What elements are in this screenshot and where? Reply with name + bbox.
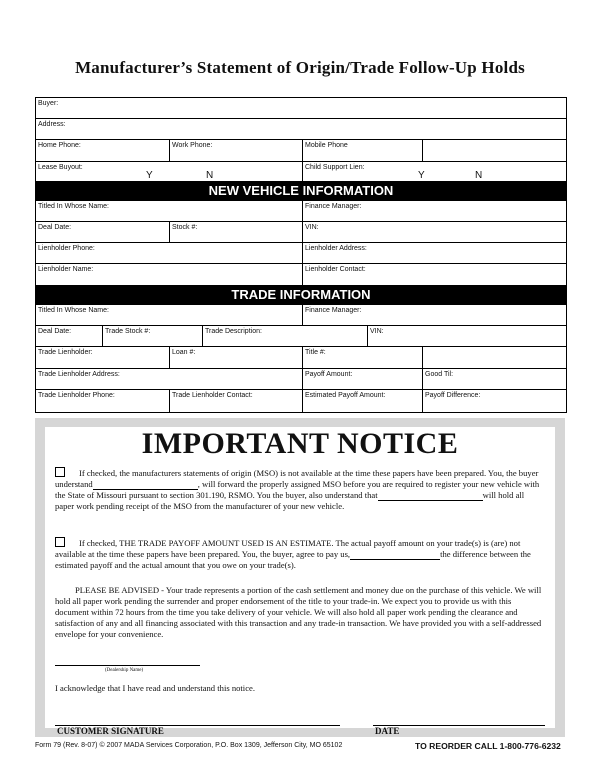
tr-loan-field[interactable]: Loan #: — [169, 347, 302, 368]
tr-lienholder-phone-field[interactable]: Trade Lienholder Phone: — [38, 392, 115, 399]
important-notice-panel — [35, 418, 565, 737]
tr-lienholder-row — [36, 347, 566, 369]
child-support-yes[interactable]: Y — [418, 170, 425, 181]
tr-good-til-field[interactable]: Good Til: — [422, 369, 566, 389]
nv-vin-field[interactable]: VIN: — [302, 222, 566, 242]
tr-finance-manager-field[interactable]: Finance Manager: — [302, 305, 566, 325]
tr-title-field[interactable]: Title #: — [302, 347, 422, 368]
tr-deal-date-field[interactable]: Deal Date: — [38, 328, 72, 335]
new-vehicle-header: NEW VEHICLE INFORMATION — [36, 182, 566, 201]
address-field[interactable]: Address: — [38, 121, 66, 128]
home-phone-field[interactable]: Home Phone: — [38, 142, 81, 149]
child-support-field[interactable] — [302, 162, 566, 181]
nv-lienholder-name-row — [36, 264, 566, 286]
tr-title-extra-field[interactable] — [422, 347, 566, 368]
nv-titled-field[interactable]: Titled In Whose Name: — [38, 203, 109, 210]
tr-trade-description-field[interactable]: Trade Description: — [202, 326, 367, 346]
buyer-field[interactable]: Buyer: — [38, 100, 59, 107]
mso-text-a: If checked, the manufacturers statements of origin (MSO) is not available at the time these papers have been prepared. You, the buyer understand — [55, 468, 539, 489]
reorder-phone: TO REORDER CALL 1-800-776-6232 — [415, 741, 561, 751]
payoff-paragraph — [55, 537, 545, 571]
tr-payoff-amount-field[interactable]: Payoff Amount: — [302, 369, 422, 389]
nv-deal-date-field[interactable]: Deal Date: — [38, 224, 72, 231]
buyer-row — [36, 98, 566, 119]
nv-finance-manager-field[interactable]: Finance Manager: — [302, 201, 566, 221]
mso-checkbox[interactable] — [55, 467, 65, 477]
nv-titled-row — [36, 201, 566, 222]
tr-payoff-difference-field[interactable]: Payoff Difference: — [422, 390, 566, 412]
tr-lienholder-address-field[interactable]: Trade Lienholder Address: — [38, 371, 120, 378]
customer-signature-label: CUSTOMER SIGNATURE — [57, 726, 164, 736]
tr-address-row — [36, 369, 566, 390]
tr-trade-lienholder-field[interactable]: Trade Lienholder: — [38, 349, 93, 356]
tr-lienholder-contact-field[interactable]: Trade Lienholder Contact: — [169, 390, 302, 412]
child-support-label: Child Support Lien: — [305, 164, 365, 171]
payoff-text-a: If checked, THE TRADE PAYOFF AMOUNT USED IS AN ESTIMATE. The actual payoff amount on your trade(s) is (are) not available at the time these papers have been prepared. You, the buyer, agree to pay us, — [55, 538, 521, 559]
address-row — [36, 119, 566, 140]
trade-header: TRADE INFORMATION — [36, 286, 566, 305]
tr-deal-row — [36, 326, 566, 347]
nv-lienholder-address-field[interactable]: Lienholder Address: — [302, 243, 566, 263]
lease-row — [36, 162, 566, 182]
phone-row — [36, 140, 566, 162]
nv-lienholder-row — [36, 243, 566, 264]
nv-lienholder-contact-field[interactable]: Lienholder Contact: — [302, 264, 566, 285]
payoff-text-b: the difference between the estimated payoff and the actual amount that you owe on your trade(s). — [55, 548, 531, 570]
lease-buyout-no[interactable]: N — [206, 170, 214, 181]
work-phone-field[interactable]: Work Phone: — [169, 140, 302, 161]
lease-buyout-field[interactable] — [36, 162, 302, 181]
tr-titled-field[interactable]: Titled In Whose Name: — [38, 307, 109, 314]
form-title: Manufacturer’s Statement of Origin/Trade Follow-Up Holds — [75, 58, 525, 77]
tr-estimated-payoff-field[interactable]: Estimated Payoff Amount: — [302, 390, 422, 412]
mso-blank-2[interactable] — [378, 491, 483, 501]
mobile-phone-extra-field[interactable] — [422, 140, 566, 161]
child-support-no[interactable]: N — [475, 170, 483, 181]
mso-blank-1[interactable] — [93, 480, 198, 490]
nv-lienholder-phone-field[interactable]: Lienholder Phone: — [38, 245, 95, 252]
date-label: DATE — [375, 726, 400, 736]
tr-titled-row — [36, 305, 566, 326]
advised-paragraph: PLEASE BE ADVISED - Your trade represents a portion of the cash settlement and money due on the purchase of this vehicle. We will hold all paper work pending the surrender and proper endorsement of the title to your trade-in. We expect you to provide us with this document within 72 hours from the time you take delivery of your vehicle. We will also hold all paper work pending the clearance and satisfaction of any and all financing associated with this transaction and any trade-in transaction. We have provided you with a self-addressed envelope for your convenience. — [55, 585, 542, 639]
mso-text-c: will hold all paper work pending receipt of the MSO from the manufacturer of your new vehicle. — [55, 489, 525, 511]
dealership-name-line[interactable] — [55, 665, 200, 666]
form-footer-info: Form 79 (Rev. 8-07) © 2007 MADA Services Corporation, P.O. Box 1309, Jefferson City, MO 65102 — [35, 742, 343, 749]
notice-body — [45, 427, 555, 728]
lease-buyout-label: Lease Buyout: — [38, 164, 83, 171]
notice-title: IMPORTANT NOTICE — [141, 427, 459, 460]
nv-lienholder-name-field[interactable]: Lienholder Name: — [38, 266, 94, 273]
payoff-checkbox[interactable] — [55, 537, 65, 547]
vehicle-info-form — [35, 97, 567, 413]
mso-paragraph — [55, 467, 545, 512]
mobile-phone-field[interactable]: Mobile Phone — [302, 140, 422, 161]
payoff-blank[interactable] — [350, 550, 440, 560]
lease-buyout-yes[interactable]: Y — [146, 170, 153, 181]
dealership-name-caption: (Dealership Name) — [105, 668, 144, 673]
tr-trade-stock-field[interactable]: Trade Stock #: — [102, 326, 202, 346]
nv-deal-row — [36, 222, 566, 243]
acknowledge-text: I acknowledge that I have read and understand this notice. — [55, 683, 255, 693]
mso-text-b: , will forward the properly assigned MSO before you are required to register your new vehicle with the State of Missouri pursuant to section 301.190, RSMO. You the buyer, also understand that — [55, 478, 540, 500]
tr-vin-field[interactable]: VIN: — [367, 326, 566, 346]
nv-stock-field[interactable]: Stock #: — [169, 222, 302, 242]
tr-phone-row — [36, 390, 566, 412]
